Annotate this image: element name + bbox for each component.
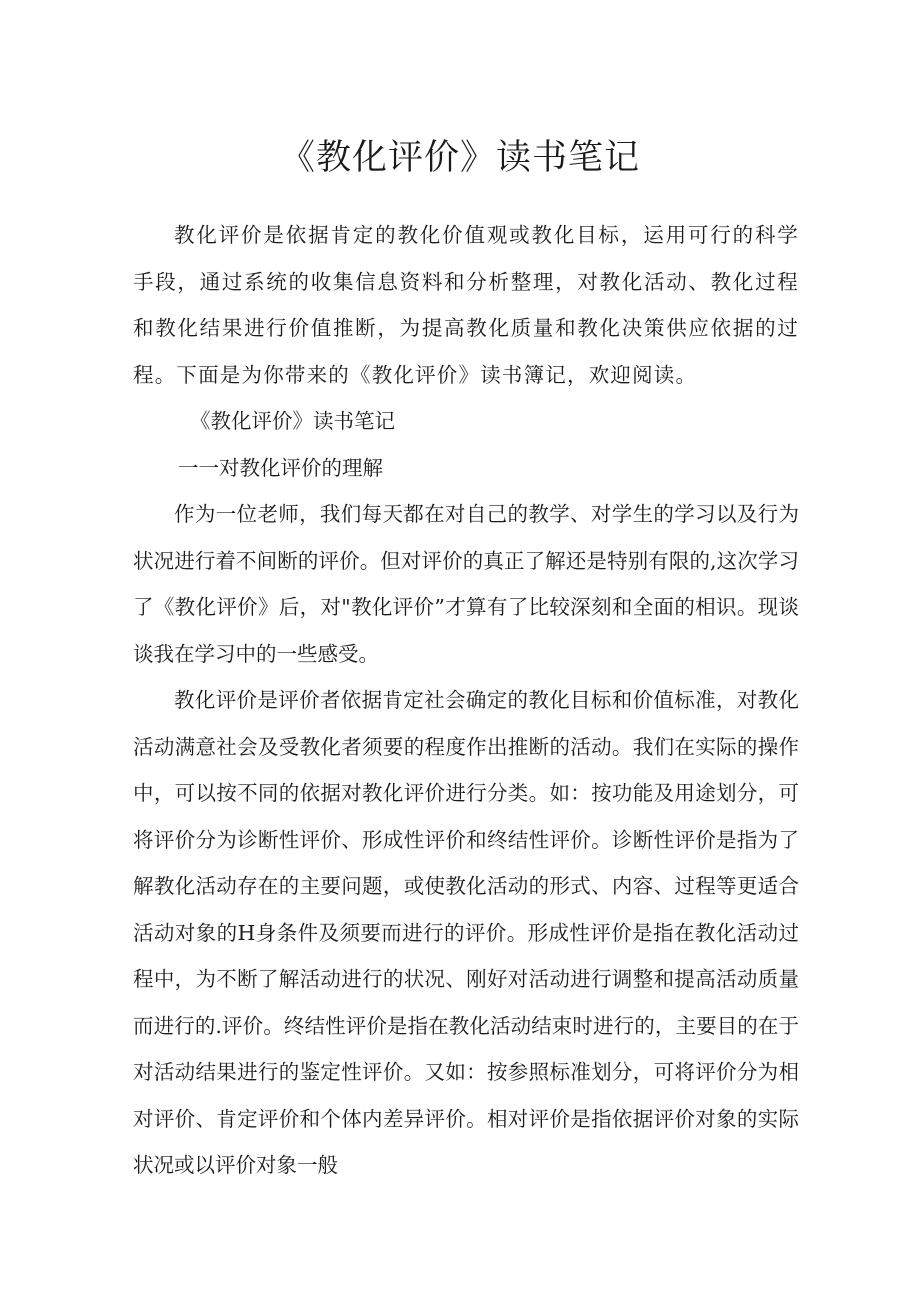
intro-paragraph: 教化评价是依据肯定的教化价值观或教化目标，运用可行的科学手段，通过系统的收集信息资料和分析整理，对教化活动、教化过程和教化结果进行价值推断，为提高教化质量和教化决策供应依据的过程。下面是为你带来的《教化评价》读书簿记，欢迎阅读。	[133, 223, 799, 387]
document-body	[133, 212, 799, 1189]
document-title: 《教化评价》读书笔记	[279, 138, 640, 178]
body-paragraph-1: 作为一位老师，我们每天都在对自己的教学、对学生的学习以及行为状况进行着不间断的评价。但对评价的真正了解还是特别有限的,这次学习了《教化评价》后，对"教化评价”才算有了比较深刻和全面的相识。现谈谈我在学习中的一些感受。	[133, 502, 799, 666]
section-subtitle: 《教化评价》读书笔记	[190, 409, 395, 433]
body-paragraph-2: 教化评价是评价者依据肯定社会确定的教化目标和价值标准，对教化活动满意社会及受教化者须要的程度作出推断的活动。我们在实际的操作中，可以按不同的依据对教化评价进行分类。如：按功能及用途划分，可将评价分为诊断性评价、形成性评价和终结性评价。诊断性评价是指为了解教化活动存在的主要问题，或使教化活动的形式、内容、过程等更适合活动对象的H身条件及须要而进行的评价。形成性评价是指在教化活动过程中，为不断了解活动进行的状况、刚好对活动进行调整和提高活动质量而进行的.评价。终结性评价是指在教化活动结束时进行的，主要目的在于对活动结果进行的鉴定性评价。又如：按参照标准划分，可将评价分为相对评价、肯定评价和个体内差异评价。相对评价是指依据评价对象的实际状况或以评价对象一般	[133, 688, 799, 1177]
section-heading: 一一对教化评价的理解	[178, 455, 383, 480]
